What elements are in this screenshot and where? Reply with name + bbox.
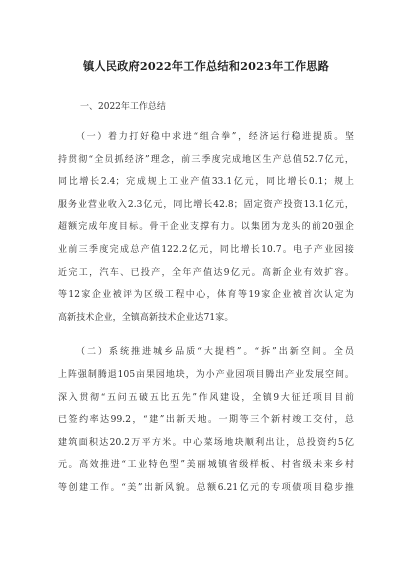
paragraph-line: 深入贯彻“五问五破五比五先”作风建设，全镇9大征迁项目目前 [58,392,354,403]
paragraph-line: （一）着力打好稳中求进“组合拳”，经济运行稳进提质。坚 [76,132,354,142]
paragraph-line: 近完工，汽车、已投产，全年产值达9亿元。高新企业有效扩容。 [58,267,354,278]
paragraph-line: 服务业营业收入2.3亿元，同比增长42.8；固定资产投资13.1亿元， [58,199,354,210]
paragraph-line: 上阵强制腾退105亩果园地块，为小产业园项目腾出产业发展空间。 [58,369,354,380]
paragraph-urban-rural [58,341,354,499]
paragraph-line: 同比增长2.4；完成规上工业产值33.1亿元，同比增长0.1；规上 [58,177,354,188]
paragraph-line: （二）系统推进城乡品质“大提档”。“拆”出新空间。全员 [76,347,354,358]
paragraph-economy [58,126,354,329]
paragraph-line: 元。高效推进“工业特色型”美丽城镇省级样板、村省级未来乡村 [58,460,354,471]
paragraph-line: 超额完成年度目标。骨干企业支撑有力。以集团为龙头的前20强企 [58,222,354,233]
paragraph-line: 已签约率达99.2，“建”出新天地。一期等三个新村竣工交付，总 [58,415,354,426]
document-title: 镇人民政府2022年工作总结和2023年工作思路 [82,59,330,73]
paragraph-line: 持贯彻“全员抓经济”理念，前三季度完成地区生产总值52.7亿元， [58,154,354,165]
paragraph-line: 高新技术企业，全镇高新技术企业达71家。 [58,312,234,323]
paragraph-line: 等12家企业被评为区级工程中心，体育等19家企业被首次认定为 [58,290,354,301]
section-heading: 一、2022年工作总结 [80,102,166,112]
paragraph-line: 建筑面积达20.2万平方米。中心菜场地块顺利出让，总投资约5亿 [58,437,354,448]
paragraph-line: 业前三季度完成总产值122.2亿元，同比增长10.7。电子产业园接 [58,244,354,255]
paragraph-line: 等创建工作。“美”出新风貌。总额6.21亿元的专项债项目稳步推 [58,482,354,493]
